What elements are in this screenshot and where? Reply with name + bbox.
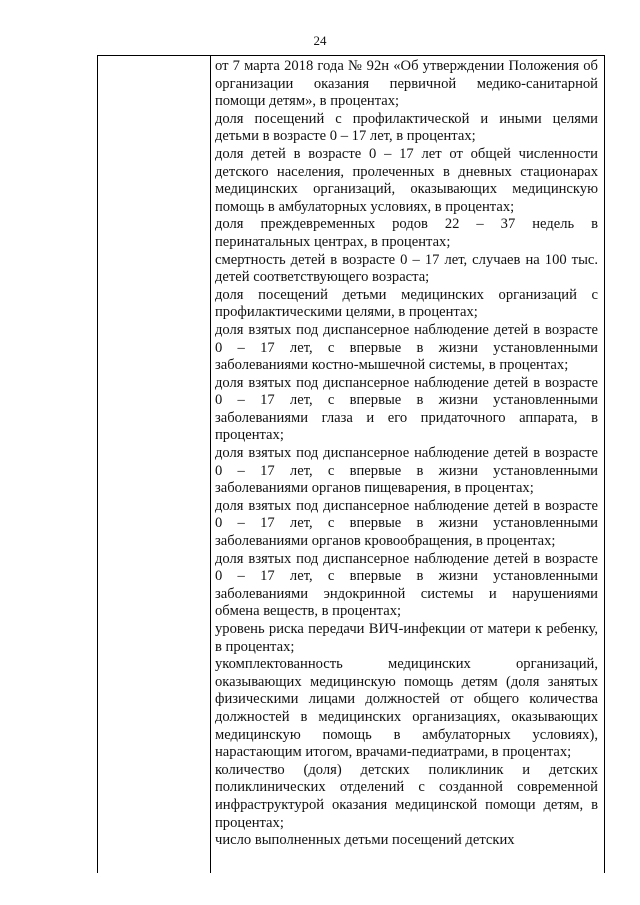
text-paragraph: доля посещений детьми медицинских организаций с профилактическими целями, в процентах;: [215, 286, 598, 321]
text-paragraph: доля посещений с профилактической и иными целями детьми в возрасте 0 – 17 лет, в процентах;: [215, 110, 598, 145]
table-right-column: [211, 56, 604, 873]
document-table: [97, 55, 605, 873]
text-paragraph: от 7 марта 2018 года № 92н «Об утверждении Положения об организации оказания первичной медико-санитарной помощи детям», в процентах;: [215, 58, 598, 110]
text-paragraph: доля преждевременных родов 22 – 37 недель в перинатальных центрах, в процентах;: [215, 216, 598, 250]
text-paragraph: число выполненных детьми посещений детских: [215, 832, 515, 849]
text-paragraph: количество (доля) детских поликлиник и детских поликлинических отделений с созданной современной инфраструктурой оказания медицинской помощи детям, в процентах;: [215, 761, 598, 831]
text-paragraph: доля взятых под диспансерное наблюдение детей в возрасте 0 – 17 лет, с впервые в жизни установленными заболеваниями органов пищеварения, в процентах;: [215, 445, 598, 497]
text-paragraph: доля детей в возрасте 0 – 17 лет от общей численности детского населения, пролеченных в дневных стационарах медицинских организаций, оказывающих медицинскую помощь в амбулаторных условиях, в процентах;: [215, 145, 598, 215]
text-paragraph: смертность детей в возрасте 0 – 17 лет, случаев на 100 тыс. детей соответствующего возраста;: [215, 251, 598, 286]
page-number: 24: [313, 33, 327, 48]
text-paragraph: доля взятых под диспансерное наблюдение детей в возрасте 0 – 17 лет, с впервые в жизни установленными заболеваниями глаза и его придаточного аппарата, в процентах;: [215, 374, 598, 444]
text-paragraph: уровень риска передачи ВИЧ-инфекции от матери к ребенку, в процентах;: [215, 621, 598, 655]
text-paragraph: доля взятых под диспансерное наблюдение детей в возрасте 0 – 17 лет, с впервые в жизни установленными заболеваниями костно-мышечной системы, в процентах;: [215, 321, 598, 374]
table-left-column: [98, 56, 211, 873]
text-paragraph: доля взятых под диспансерное наблюдение детей в возрасте 0 – 17 лет, с впервые в жизни установленными заболеваниями органов кровообращения, в процентах;: [215, 497, 598, 550]
text-paragraph: укомплектованность медицинских организаций, оказывающих медицинскую помощь детям (доля занятых физическими лицами должностей от общего количества должностей в медицинских организациях, оказывающих медицинскую помощь в амбулаторных условиях), нарастающим итогом, врачами-педиатрами, в процентах;: [215, 656, 598, 761]
text-paragraph: доля взятых под диспансерное наблюдение детей в возрасте 0 – 17 лет, с впервые в жизни установленными заболеваниями эндокринной системы и нарушениями обмена веществ, в процентах;: [215, 550, 598, 620]
